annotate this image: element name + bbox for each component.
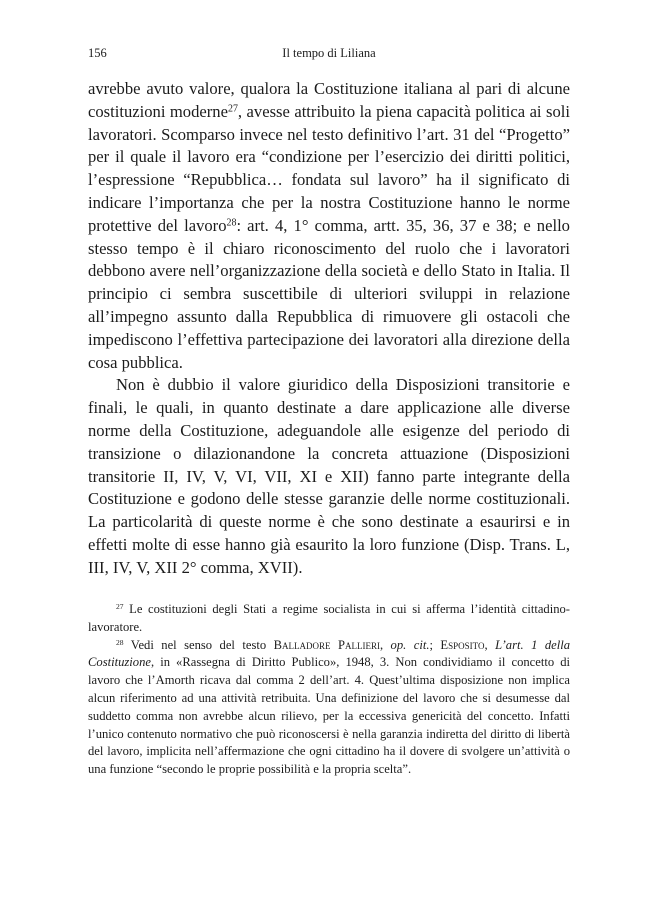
footnote-28-text-b: ,: [379, 637, 391, 652]
footnote-28-article-title: L’art. 1 della Costituzione: [88, 637, 570, 670]
paragraph-2: Non è dubbio il valore giuridico della Disposizioni transitorie e finali, le quali, in quanto destinate a dare applicazione alle diverse norme della Costituzione, adeguandole alle esigenze del periodo di transizione o dilazionandone la concreta attuazione (Disposizioni transitorie II, IV, V, VI, VII, XI e XII) fanno parte integrante della Costituzione e godono delle stesse garanzie delle norme costituzionali. La particolarità di queste norme è che sono destinate a esaurirsi e in effetti molte di esse hanno già esaurito la loro funzione (Disp. Trans. L, III, IV, V, XII 2° comma, XVII).: [88, 375, 570, 577]
footnote-28-author-esposito: Esposito: [440, 637, 485, 652]
footnote-28-number: 28: [116, 637, 124, 647]
footnote-28-text-e: , in «Rassegna di Diritto Publico», 1948, 3. Non condividiamo il concetto di lavoro che l’Amorth ricava dal comma 2 dell’art. 4. Quest’ultima disposizione non implica alcun riferimento ad una attività retribuita. Una definizione del lavoro che si desumesse dal suddetto comma non avrebbe alcun rilievo, per la eccessiva genericità del concetto. Infatti l’unico contenuto normativo che può riconoscersi è nella garanzia indiretta del diritto di libertà del lavoro, implicita nell’affermazione che ogni cittadino ha il dovere di svolgere un’attività o una funzione “secondo le proprie possibilità e la propria scelta”.: [88, 655, 570, 777]
footnote-28: [88, 637, 570, 779]
page-header: [88, 46, 570, 64]
footnote-28-op-cit: op. cit.: [390, 637, 430, 652]
footnote-ref-28: 28: [226, 217, 237, 229]
running-head: Il tempo di Liliana: [282, 46, 376, 60]
paragraph-1: [88, 78, 570, 374]
footnote-28-text-d: ,: [484, 637, 496, 652]
paragraph-1-part-c: : art. 4, 1° comma, artt. 35, 36, 37 e 38; e nello stesso tempo è il chiaro riconoscimento del ruolo che i lavoratori debbono avere nell’organizzazione della società e dello Stato in Italia. Il principio ci sembra suscettibile di ulteriori sviluppi in relazione all’impegno assunto dalla Repubblica di rimuovere gli ostacoli che impediscono l’effettiva partecipazione dei lavoratori alla direzione della cosa pubblica.: [88, 215, 570, 372]
footnote-28-text-a: Vedi nel senso del testo: [123, 637, 274, 652]
page-number: 156: [88, 46, 107, 60]
footnotes: [88, 601, 570, 779]
paragraph-1-part-b: , avesse attribuito la piena capacità politica ai soli lavoratori. Scomparso invece nel testo definitivo l’art. 31 del “Progetto” per il quale il lavoro era “condizione per l’esercizio dei diritti politici, l’espressione “Repubblica… fondata sul lavoro” ha il significato di indicare l’importanza che per la nostra Costituzione hanno le norme protettive del lavoro: [88, 101, 570, 235]
footnote-28-author-balladore: Balladore Pallieri: [273, 637, 380, 652]
main-text: [88, 78, 570, 580]
paragraph-1-part-a: avrebbe avuto valore, qualora la Costituzione italiana al pari di alcune costituzioni moderne: [88, 79, 570, 121]
footnote-ref-27: 27: [227, 103, 238, 115]
footnote-28-text-c: ;: [429, 637, 441, 652]
footnote-27: [88, 601, 570, 637]
footnote-27-text: Le costituzioni degli Stati a regime socialista in cui si afferma l’identità cittadino-lavoratore.: [88, 602, 570, 634]
footnote-27-number: 27: [116, 601, 124, 611]
